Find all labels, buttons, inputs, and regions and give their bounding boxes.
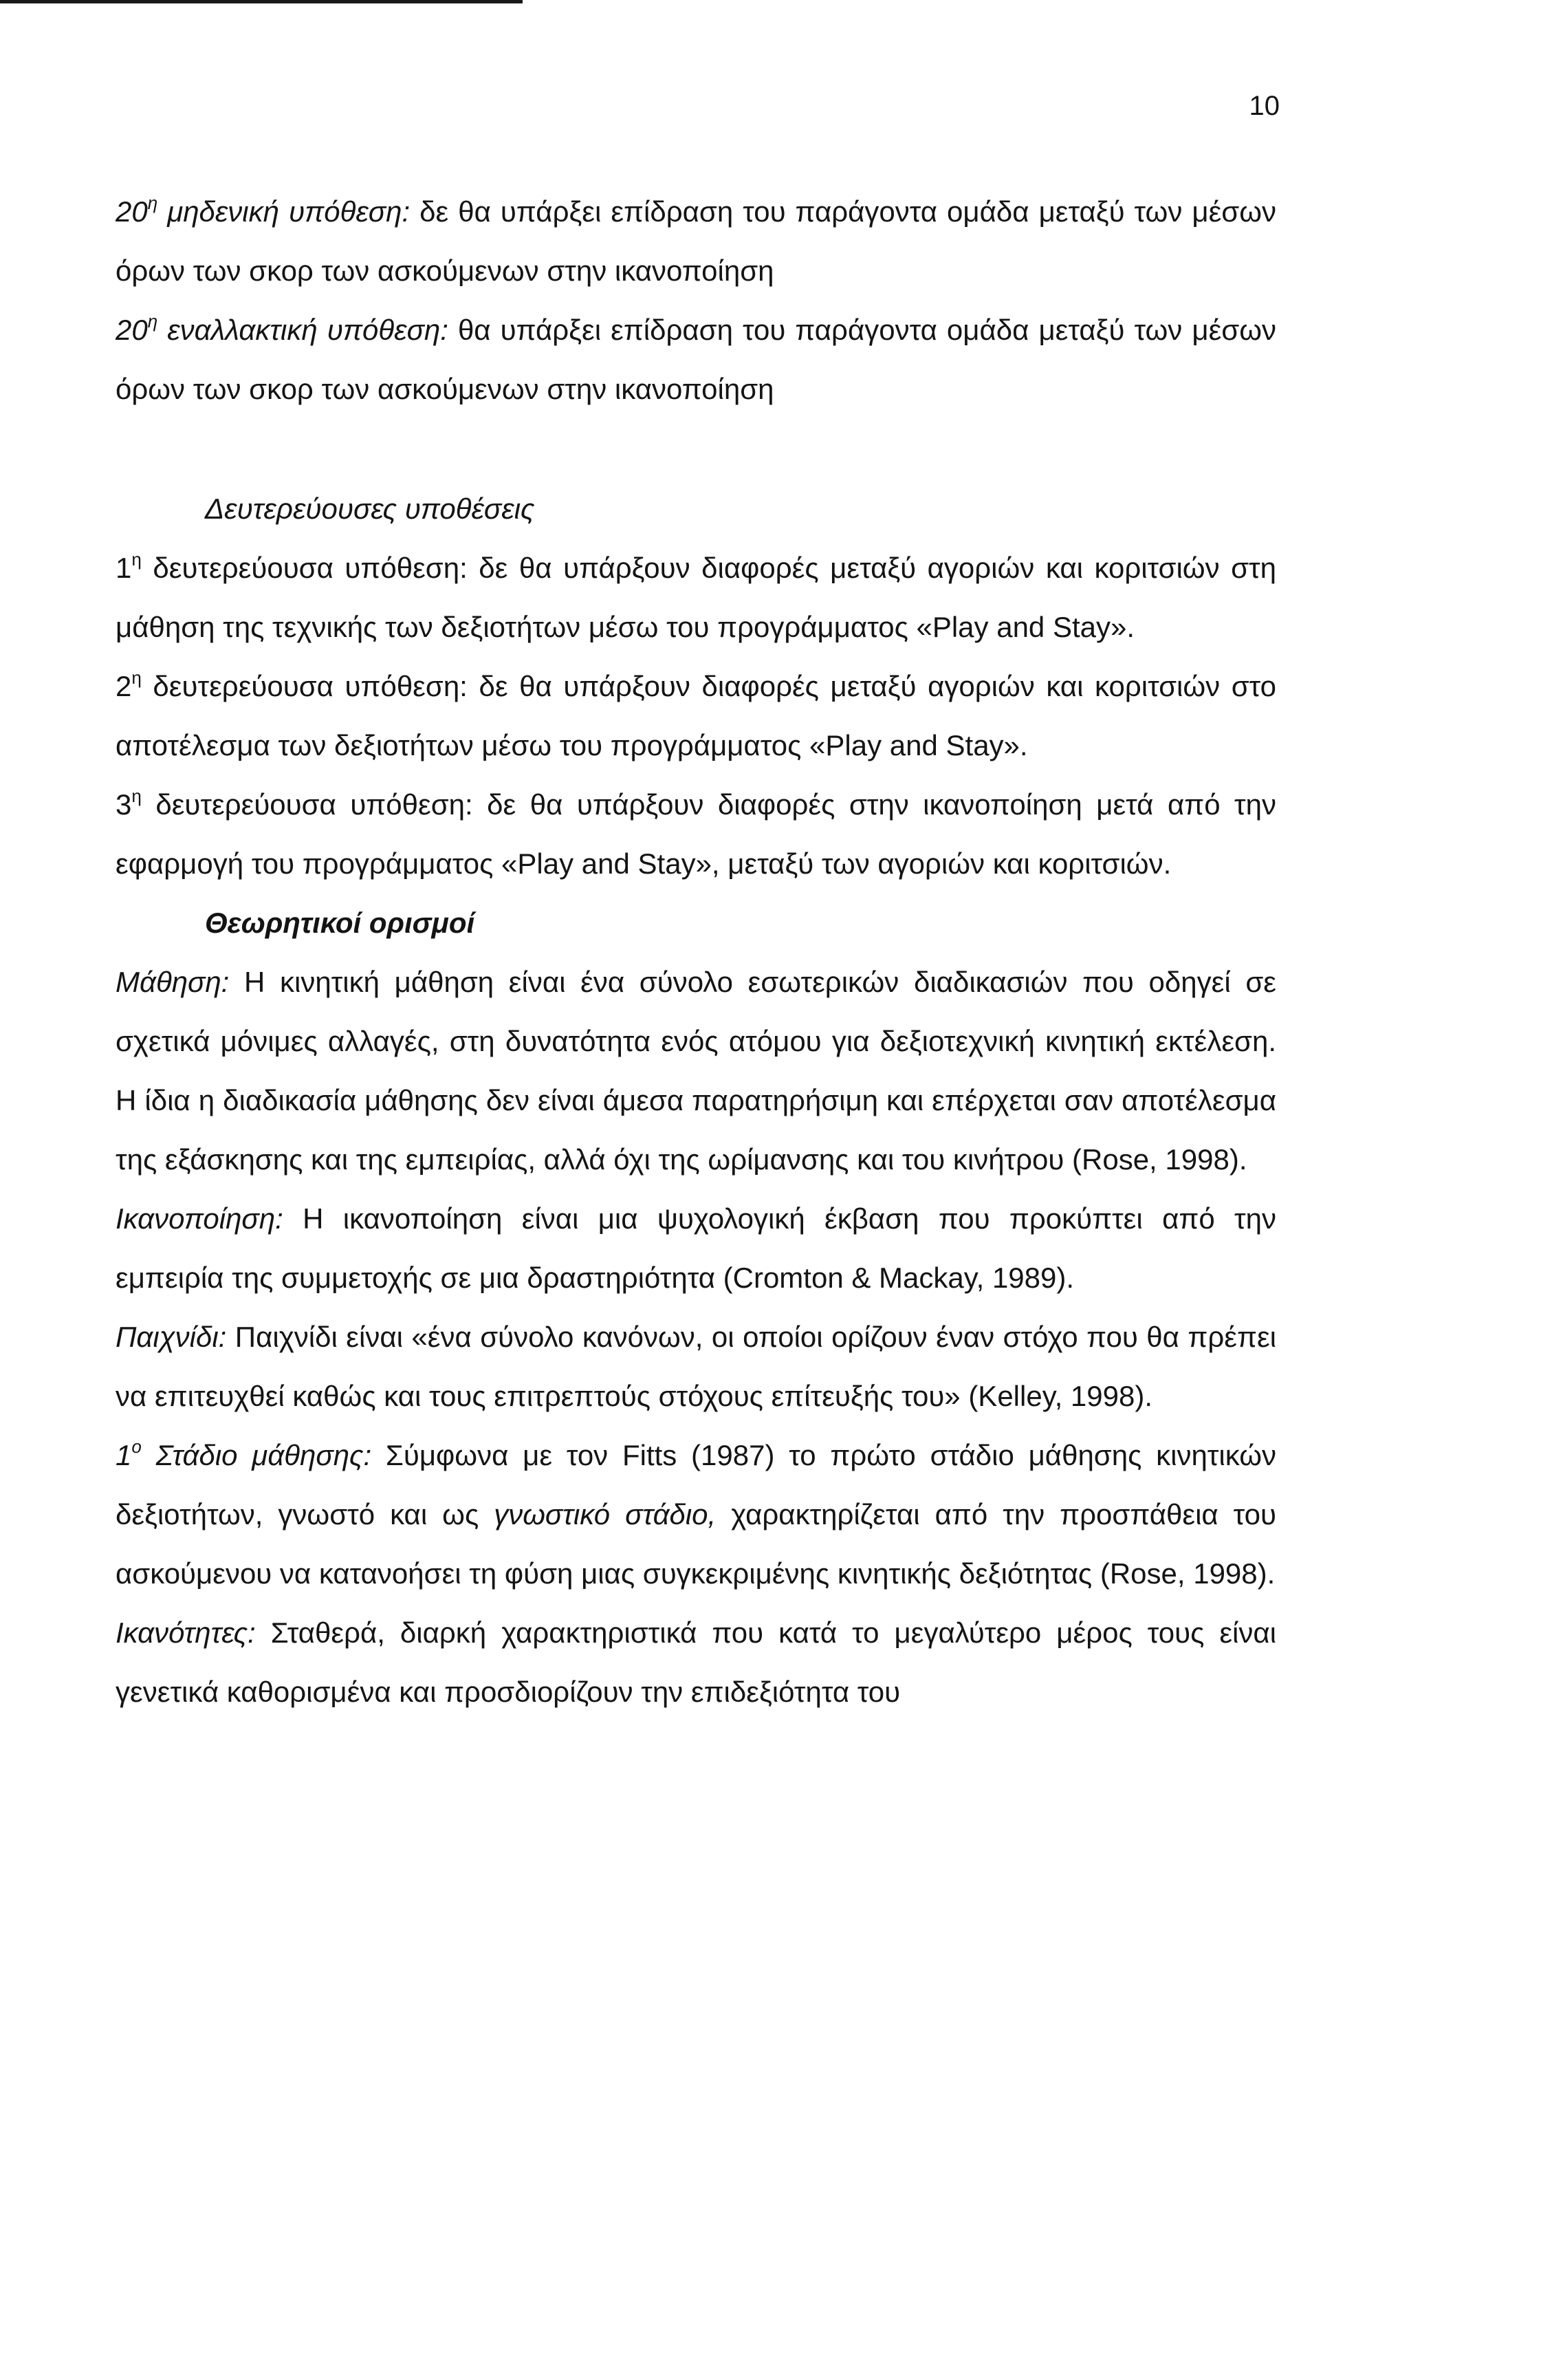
definition-term: $1^o$ Στάδιο μάθησης: [116,1436,372,1471]
definition-term: Παιχνίδι: [116,1321,227,1353]
definition-term: Ικανότητες: [116,1616,256,1649]
alt-hypothesis-prefix: $20^\eta$ εναλλακτική υπόθεση: [116,311,448,346]
page-number: 10 [1249,91,1280,121]
definition-learning-stage-1: $1^o$ Στάδιο μάθησης: Σύμφωνα με τον Fitts (1987) το πρώτο στάδιο μάθησης κινητικών δεξιοτήτων, γνωστό και ως γνωστικό στάδιο, χαρακτηρίζεται από την προσπάθεια του ασκούμενου να κατανοήσει τη φύση μιας συγκεκριμένης κινητικής δεξιότητας (Rose, 1998). [116,1436,1276,1590]
null-hypothesis-text: δε θα υπάρξει επίδραση του παράγοντα ομάδα μεταξύ των μέσων όρων των σκορ των ασκούμενων στην ικανοποίηση [116,195,1277,287]
page-content [116,182,1276,1722]
definition-term: Μάθηση: [116,966,230,998]
secondary-hypothesis-2: $2^\eta$ δευτερεύουσα υπόθεση: δε θα υπάρξουν διαφορές μεταξύ αγοριών και κοριτσιών στο αποτέλεσμα των δεξιοτήτων μέσω του προγράμματος «Play and Stay». [116,667,1276,761]
definition-satisfaction: Ικανοποίηση: Η ικανοποίηση είναι μια ψυχολογική έκβαση που προκύπτει από την εμπειρία της συμμετοχής σε μια δραστηριότητα (Cromton & Mackay, 1989). [116,1202,1276,1294]
definitions-heading: Θεωρητικοί ορισμοί [205,907,475,939]
alt-hypothesis-text: θα υπάρξει επίδραση του παράγοντα ομάδα μεταξύ των μέσων όρων των σκορ των ασκούμενων στην ικανοποίηση [116,314,1277,405]
null-hypothesis-20 [116,182,1276,301]
secondary-hypothesis-3: $3^\eta$ δευτερεύουσα υπόθεση: δε θα υπάρξουν διαφορές στην ικανοποίηση μετά από την εφαρμογή του προγράμματος «Play and Stay», μεταξύ των αγοριών και κοριτσιών. [116,786,1277,880]
secondary-hypotheses-heading: Δευτερεύουσες υποθέσεις [205,493,535,525]
secondary-hypothesis-1: $1^\eta$ δευτερεύουσα υπόθεση: δε θα υπάρξουν διαφορές μεταξύ αγοριών και κοριτσιών στη μάθηση της τεχνικής των δεξιοτήτων μέσω του προγράμματος «Play and Stay». [116,549,1277,643]
definition-term: Ικανοποίηση: [116,1202,283,1235]
null-hypothesis-prefix: $20^\eta$ μηδενική υπόθεση: [116,193,411,228]
definition-learning: Μάθηση: Η κινητική μάθηση είναι ένα σύνολο εσωτερικών διαδικασιών που οδηγεί σε σχετικά μόνιμες αλλαγές, στη δυνατότητα ενός ατόμου για δεξιοτεχνική κινητική εκτέλεση. Η ίδια η διαδικασία μάθησης δεν είναι άμεσα παρατηρήσιμη και επέρχεται σαν αποτέλεσμα της εξάσκησης και της εμπειρίας, αλλά όχι της ωρίμανσης και του κινήτρου (Rose, 1998). [116,966,1276,1176]
definition-game: Παιχνίδι: Παιχνίδι είναι «ένα σύνολο κανόνων, οι οποίοι ορίζουν έναν στόχο που θα πρέπει να επιτευχθεί καθώς και τους επιτρεπτούς στόχους επίτευξής του» (Kelley, 1998). [116,1321,1276,1412]
cognitive-stage-term: γνωστικό στάδιο, [494,1498,717,1530]
alt-hypothesis-20 [116,301,1276,419]
top-rule [0,0,523,3]
definition-abilities: Ικανότητες: Σταθερά, διαρκή χαρακτηριστικά που κατά το μεγαλύτερο μέρος τους είναι γενετικά καθορισμένα και προσδιορίζουν την επιδεξιότητα του [116,1616,1277,1708]
